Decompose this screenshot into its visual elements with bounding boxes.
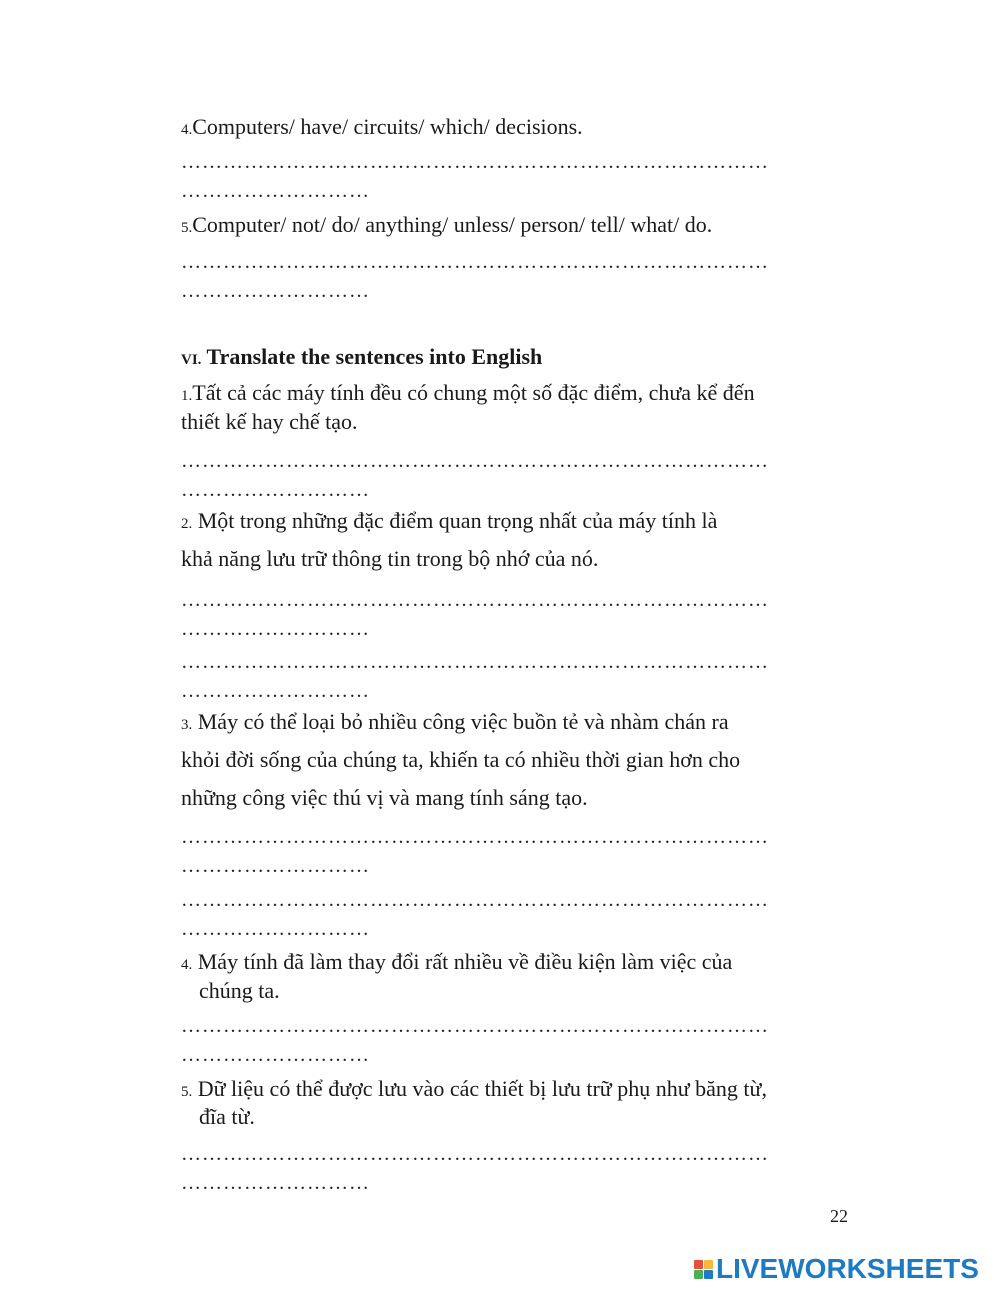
section-title: Translate the sentences into English — [206, 344, 543, 369]
question-text-line: thiết kế hay chế tạo. — [181, 409, 358, 434]
logo-grid-icon — [694, 1260, 713, 1279]
answer-line[interactable]: ………………………………………………………………………… — [181, 251, 769, 273]
answer-line-continued[interactable]: ……………………… — [181, 180, 370, 202]
question-text-line: Tất cả các máy tính đều có chung một số đặc điểm, chưa kể đến — [192, 380, 755, 405]
answer-line[interactable]: ………………………………………………………………………… — [181, 889, 769, 911]
question-4 — [181, 113, 583, 144]
answer-line[interactable]: ………………………………………………………………………… — [181, 1143, 769, 1165]
translate-question-1 — [181, 379, 755, 410]
question-text-line: đĩa từ. — [199, 1104, 255, 1129]
question-text-line: Máy có thể loại bỏ nhiều công việc buồn tẻ và nhàm chán ra — [192, 709, 729, 734]
logo-square-icon — [694, 1260, 703, 1269]
question-number: 4. — [181, 957, 193, 973]
translate-question-5 — [181, 1075, 767, 1106]
answer-line-continued[interactable]: ……………………… — [181, 280, 370, 302]
question-text-line: những công việc thú vị và mang tính sáng tạo. — [181, 785, 588, 810]
question-text: Computers/ have/ circuits/ which/ decisions. — [192, 114, 583, 139]
question-number: 2. — [181, 516, 193, 532]
translate-question-4 — [181, 948, 732, 979]
question-number: 4. — [181, 122, 193, 138]
answer-line-continued[interactable]: ……………………… — [181, 918, 370, 940]
answer-line-continued[interactable]: ……………………… — [181, 479, 370, 501]
question-text-line: Máy tính đã làm thay đổi rất nhiều về điều kiện làm việc của — [197, 949, 733, 974]
question-text-line: chúng ta. — [199, 978, 280, 1003]
answer-line[interactable]: ………………………………………………………………………… — [181, 1015, 769, 1037]
logo-text: LIVEWORKSHEETS — [716, 1253, 979, 1284]
answer-line[interactable]: ………………………………………………………………………… — [181, 651, 769, 673]
translate-question-3 — [181, 708, 729, 739]
question-number: 1. — [181, 388, 193, 404]
question-text-line: Dữ liệu có thể được lưu vào các thiết bị lưu trữ phụ như băng từ, — [197, 1076, 767, 1101]
translate-question-2 — [181, 507, 717, 538]
question-text: Computer/ not/ do/ anything/ unless/ person/ tell/ what/ do. — [192, 212, 713, 237]
question-text-line: khỏi đời sống của chúng ta, khiến ta có nhiều thời gian hơn cho — [181, 747, 741, 772]
question-5 — [181, 211, 712, 242]
logo-square-icon — [704, 1270, 713, 1279]
question-text-line: khả năng lưu trữ thông tin trong bộ nhớ của nó. — [181, 546, 599, 571]
answer-line-continued[interactable]: ……………………… — [181, 1172, 370, 1194]
answer-line[interactable]: ………………………………………………………………………… — [181, 826, 769, 848]
section-heading — [181, 344, 542, 370]
question-text-line: Một trong những đặc điểm quan trọng nhất của máy tính là — [192, 508, 718, 533]
section-number: VI. — [181, 352, 202, 368]
logo-square-icon — [694, 1270, 703, 1279]
question-number: 3. — [181, 717, 193, 733]
answer-line-continued[interactable]: ……………………… — [181, 855, 370, 877]
liveworksheets-logo[interactable] — [694, 1254, 979, 1284]
answer-line[interactable]: ………………………………………………………………………… — [181, 450, 769, 472]
logo-square-icon — [704, 1260, 713, 1269]
answer-line-continued[interactable]: ……………………… — [181, 1044, 370, 1066]
answer-line[interactable]: ………………………………………………………………………… — [181, 151, 769, 173]
question-number: 5. — [181, 1084, 193, 1100]
question-number: 5. — [181, 220, 193, 236]
answer-line[interactable]: ………………………………………………………………………… — [181, 589, 769, 611]
answer-line-continued[interactable]: ……………………… — [181, 680, 370, 702]
page-number: 22 — [830, 1206, 848, 1226]
answer-line-continued[interactable]: ……………………… — [181, 618, 370, 640]
